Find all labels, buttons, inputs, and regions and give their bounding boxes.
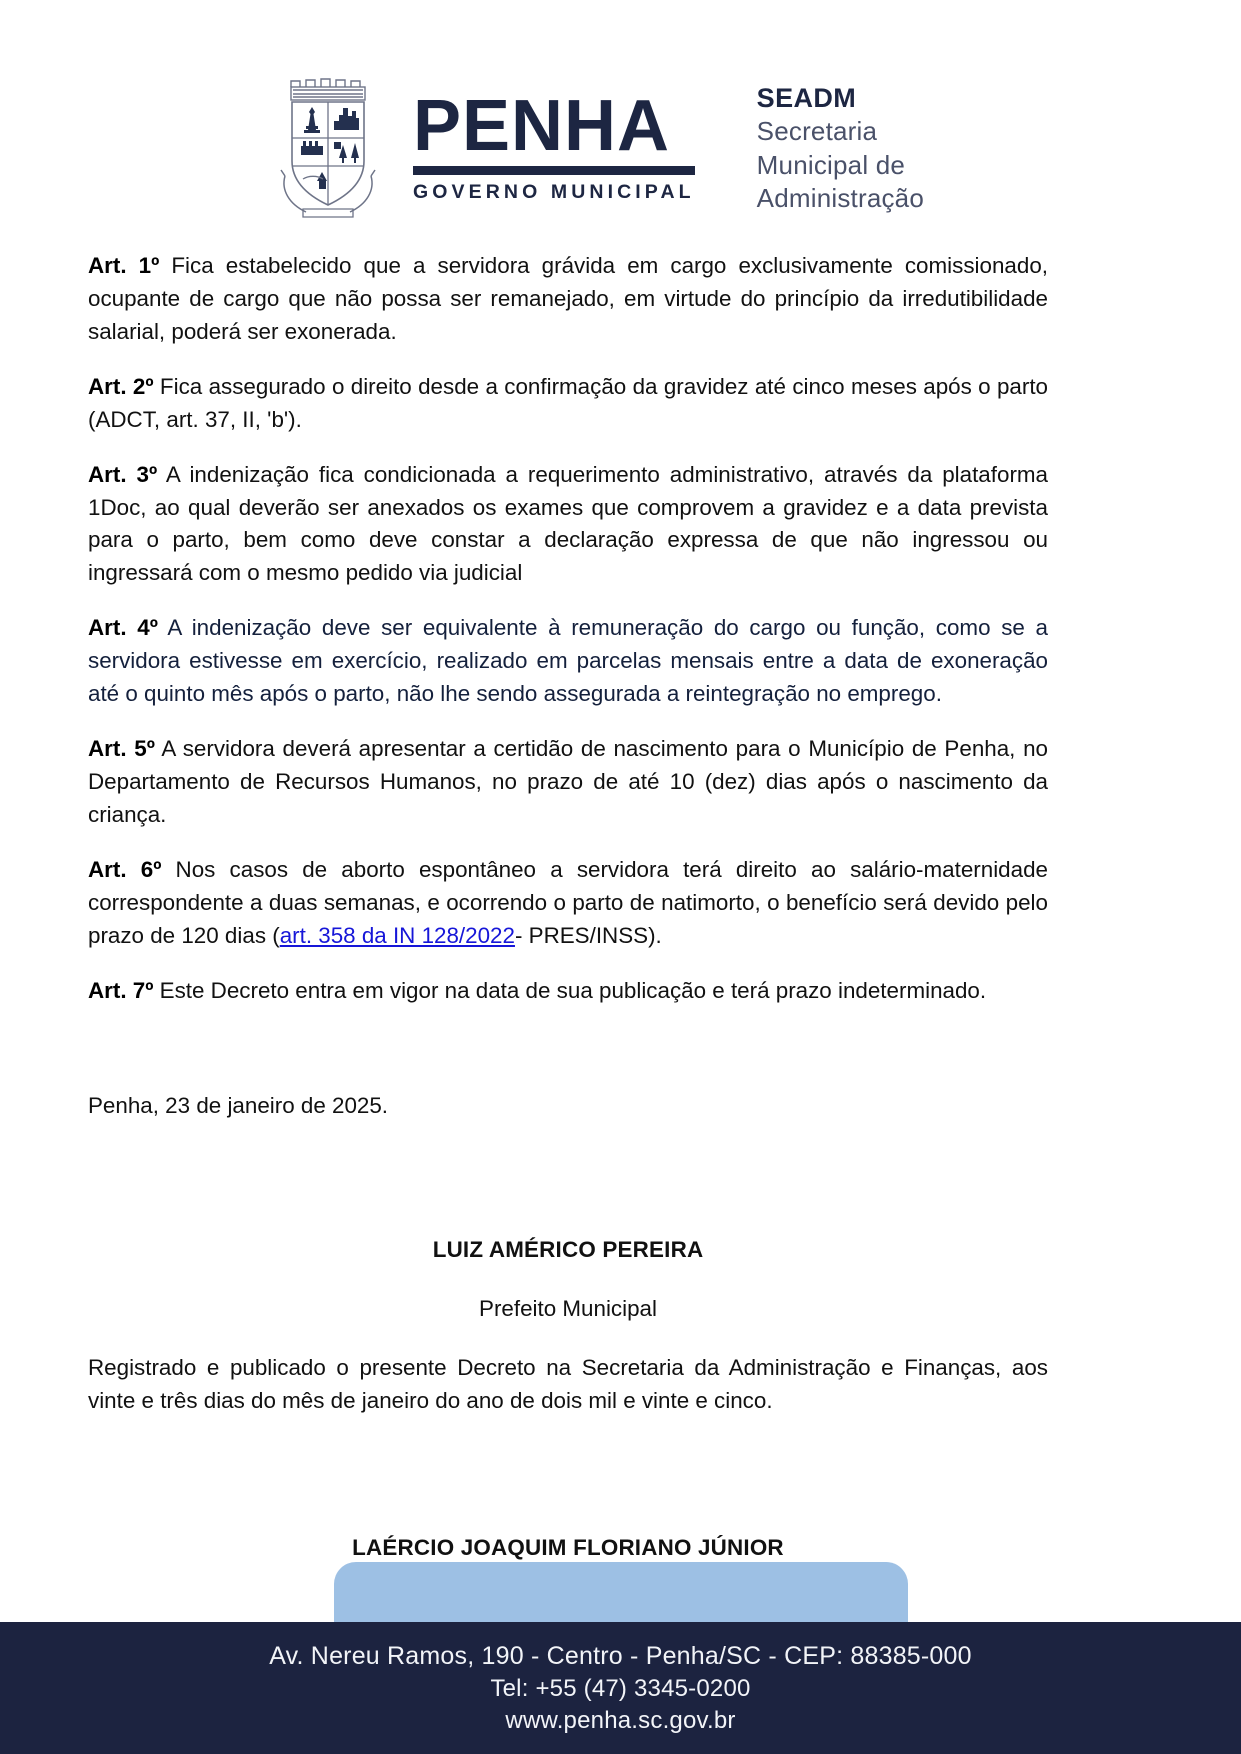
article-7-label: Art. 7º <box>88 977 154 1003</box>
footer-phone: Tel: +55 (47) 3345-0200 <box>490 1674 751 1702</box>
mayor-name: LUIZ AMÉRICO PEREIRA <box>432 1237 704 1263</box>
seadm-line-3: Administração <box>756 182 925 213</box>
spacer <box>88 1326 1048 1352</box>
seadm-acronym: SEADM <box>756 82 857 113</box>
article-6-text-before: Nos casos de aborto espontâneo a servidora terá direito ao salário-maternidade correspondente a duas semanas, e ocorrendo o parto de natimorto, o benefício será devido pelo prazo de 120 dias ( <box>88 856 1048 948</box>
article-7-text: Este Decreto entra em vigor na data de sua publicação e terá prazo indeterminado. <box>153 977 987 1003</box>
article-1-text: Fica estabelecido que a servidora grávida em cargo exclusivamente comissionado, ocupante de cargo que não possa ser remanejado, em virtude do princípio da irredutibilidade salarial, poderá ser exonerada. <box>88 253 1048 344</box>
article-5-text: A servidora deverá apresentar a certidão de nascimento para o Município de Penha, no Departamento de Recursos Humanos, no prazo de até 10 (dez) dias após o nascimento da criança. <box>88 736 1048 827</box>
spacer <box>88 1267 1048 1293</box>
footer-website[interactable]: www.penha.sc.gov.br <box>505 1706 736 1734</box>
article-3-label: Art. 3º <box>88 461 158 487</box>
registration-paragraph: Registrado e publicado o presente Decreto na Secretaria da Administração e Finanças, aos vinte e três dias do mês de janeiro do ano de dois mil e vinte e cinco. <box>88 1355 1048 1414</box>
article-5-label: Art. 5º <box>88 736 155 762</box>
wordmark-divider <box>413 166 695 175</box>
article-4-text: A indenização deve ser equivalente à remuneração do cargo ou função, como se a servidora estivesse em exercício, realizado em parcelas mensais entre a data de exoneração até o quinto mês após o parto, não lhe sendo assegurada a reintegração no emprego. <box>88 615 1048 707</box>
article-6-text-after: - PRES/INSS). <box>514 922 662 948</box>
article-3-text: A indenização fica condicionada a requerimento administrativo, através da plataforma 1Doc, ao qual deverão ser anexados os exames que comprovem a gravidez e a data prevista para o parto, bem como deve constar a declaração expressa de que não ingressou ou ingressará com o mesmo pedido via judicial <box>88 461 1048 586</box>
article-6-paragraph <box>88 854 1048 953</box>
article-4-label: Art. 4º <box>88 615 158 641</box>
article-1-label: Art. 1º <box>88 253 160 278</box>
place-and-date: Penha, 23 de janeiro de 2025. <box>88 1092 389 1118</box>
wordmark-sub-text: GOVERNO MUNICIPAL <box>412 181 695 204</box>
wordmark-main-text: PENHA <box>412 85 671 166</box>
article-6-label: Art. 6º <box>88 856 162 882</box>
mayor-title: Prefeito Municipal <box>479 1296 657 1322</box>
article-5-paragraph <box>88 733 1048 832</box>
in-128-2022-link[interactable]: art. 358 da IN 128/2022 <box>279 922 515 948</box>
penha-coat-of-arms-icon <box>273 78 383 218</box>
secretary-name: LAÉRCIO JOAQUIM FLORIANO JÚNIOR <box>352 1535 784 1561</box>
seadm-line-2: Municipal de <box>756 149 906 180</box>
document-body <box>88 250 1048 1624</box>
article-2-paragraph <box>88 371 1048 437</box>
spacer <box>88 1030 1048 1090</box>
article-7-paragraph <box>88 975 1048 1008</box>
document-footer <box>0 1622 1241 1754</box>
spacer <box>88 1440 1048 1532</box>
spacer <box>88 1122 1048 1234</box>
article-2-text: Fica assegurado o direito desde a confirmação da gravidez até cinco meses após o parto (ADCT, art. 37, II, 'b'). <box>88 373 1048 432</box>
article-2-label: Art. 2º <box>88 373 154 399</box>
footer-address: Av. Nereu Ramos, 190 - Centro - Penha/SC - CEP: 88385-000 <box>269 1641 972 1670</box>
seadm-block <box>757 81 924 215</box>
document-header <box>0 78 1241 218</box>
penha-wordmark <box>412 85 695 204</box>
article-3-paragraph <box>88 459 1048 591</box>
article-1-paragraph <box>88 250 1048 349</box>
seadm-line-1: Secretaria <box>756 116 878 147</box>
article-4-paragraph <box>88 612 1048 711</box>
